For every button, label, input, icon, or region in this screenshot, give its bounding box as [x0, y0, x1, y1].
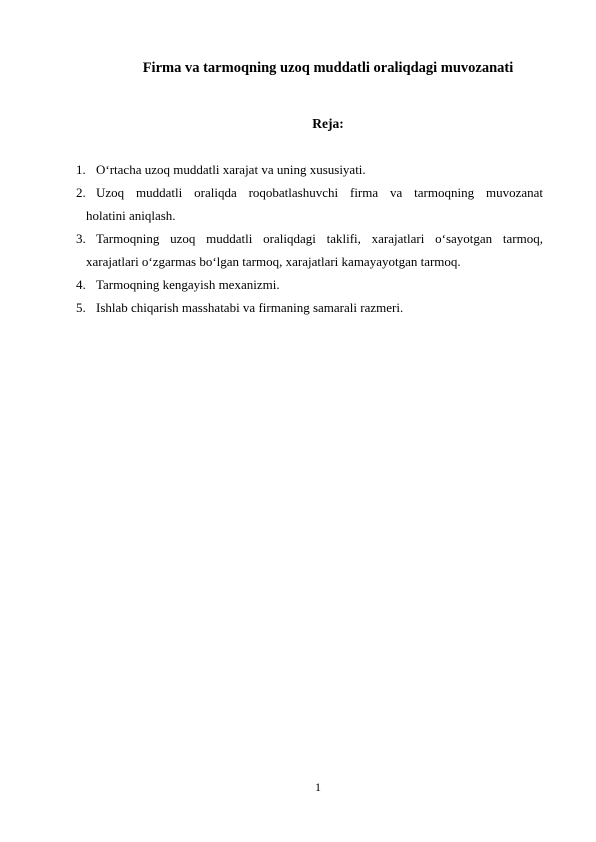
- plan-item-2: [76, 181, 543, 227]
- plan-item-number: 3.: [76, 231, 86, 246]
- plan-item-number: 5.: [76, 300, 86, 315]
- plan-item-text-continued: holatini aniqlash.: [86, 208, 176, 223]
- plan-item-text: Ishlab chiqarish masshatabi va firmaning samarali razmeri.: [96, 300, 404, 315]
- plan-list: [76, 158, 543, 319]
- plan-item-1: [76, 158, 543, 181]
- plan-item-number: 4.: [76, 277, 86, 292]
- plan-item-3: [76, 227, 543, 273]
- plan-item-text: Tarmoqning kengayish mexanizmi.: [96, 277, 280, 292]
- page-number: 1: [315, 780, 321, 794]
- plan-item-text: Uzoq muddatli oraliqda roqobatlashuvchi firma va tarmoqning muvozanat: [96, 185, 543, 200]
- plan-heading: Reja:: [312, 116, 344, 131]
- plan-item-text: O‘rtacha uzoq muddatli xarajat va uning xususiyati.: [96, 162, 366, 177]
- plan-item-text: Tarmoqning uzoq muddatli oraliqdagi taklifi, xarajatlari o‘sayotgan tarmoq,: [96, 231, 543, 246]
- plan-item-5: [76, 296, 543, 319]
- plan-item-number: 1.: [76, 162, 86, 177]
- plan-item-text-continued: xarajatlari o‘zgarmas bo‘lgan tarmoq, xarajatlari kamayayotgan tarmoq.: [86, 254, 461, 269]
- plan-item-number: 2.: [76, 185, 86, 200]
- plan-item-4: [76, 273, 543, 296]
- document-title: Firma va tarmoqning uzoq muddatli oraliqdagi muvozanati: [142, 60, 514, 76]
